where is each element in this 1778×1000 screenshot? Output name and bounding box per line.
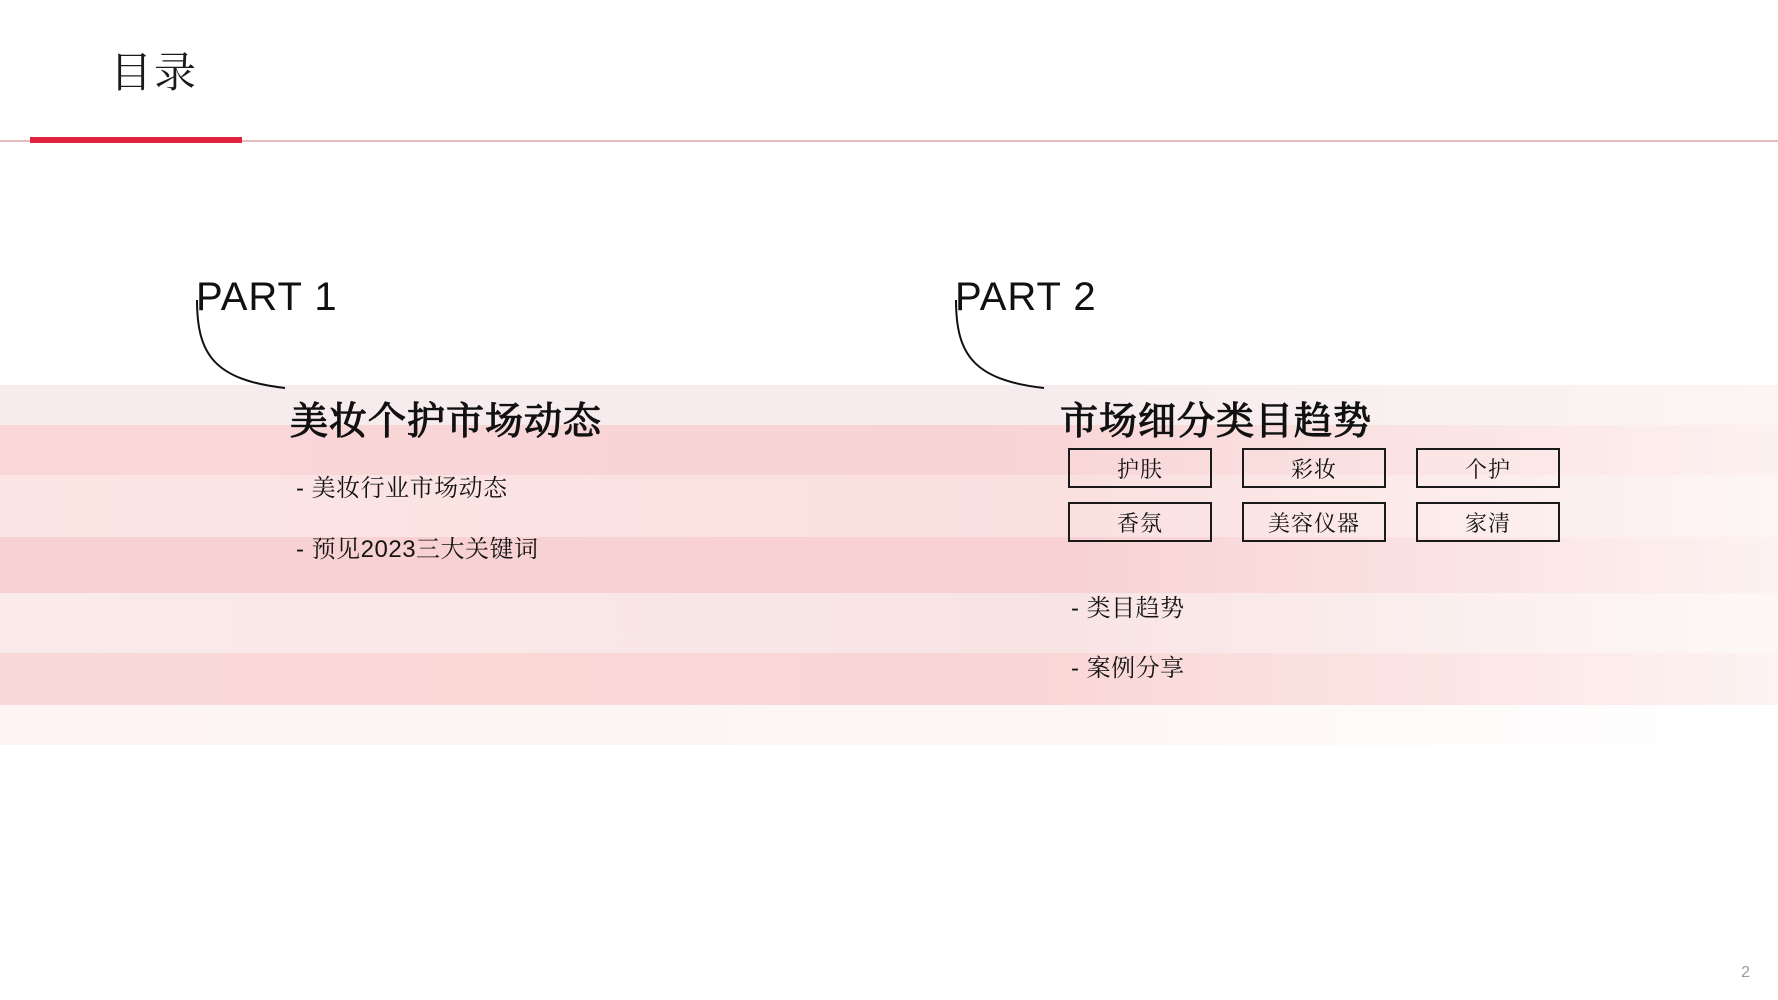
category-chip-skincare[interactable]: 护肤 (1068, 448, 1212, 488)
category-chip-group (1068, 448, 1608, 556)
category-chip-home-cleaning[interactable]: 家清 (1416, 502, 1560, 542)
category-chip-makeup[interactable]: 彩妆 (1242, 448, 1386, 488)
part-2-heading: 市场细分类目趋势 (1060, 401, 1373, 443)
part-1-bullet-2: - 预见2023三大关键词 (296, 536, 539, 563)
decorative-stripe-band (0, 385, 1778, 745)
part-1-bullet-1: - 美妆行业市场动态 (296, 475, 508, 502)
category-chip-fragrance[interactable]: 香氛 (1068, 502, 1212, 542)
category-chip-beauty-device[interactable]: 美容仪器 (1242, 502, 1386, 542)
part-2-bullet-2: - 案例分享 (1071, 655, 1185, 682)
header-accent-bar (30, 137, 242, 143)
category-chip-row (1068, 502, 1608, 542)
part-1-heading: 美妆个护市场动态 (290, 401, 603, 443)
page-number: 2 (1741, 964, 1750, 981)
part-2-label: PART 2 (955, 275, 1097, 319)
page-title: 目录 (110, 49, 199, 96)
header-divider (0, 140, 1778, 142)
category-chip-row (1068, 448, 1608, 488)
part-2-bullet-1: - 类目趋势 (1071, 595, 1185, 622)
part-1-label: PART 1 (196, 275, 338, 319)
category-chip-personal-care[interactable]: 个护 (1416, 448, 1560, 488)
